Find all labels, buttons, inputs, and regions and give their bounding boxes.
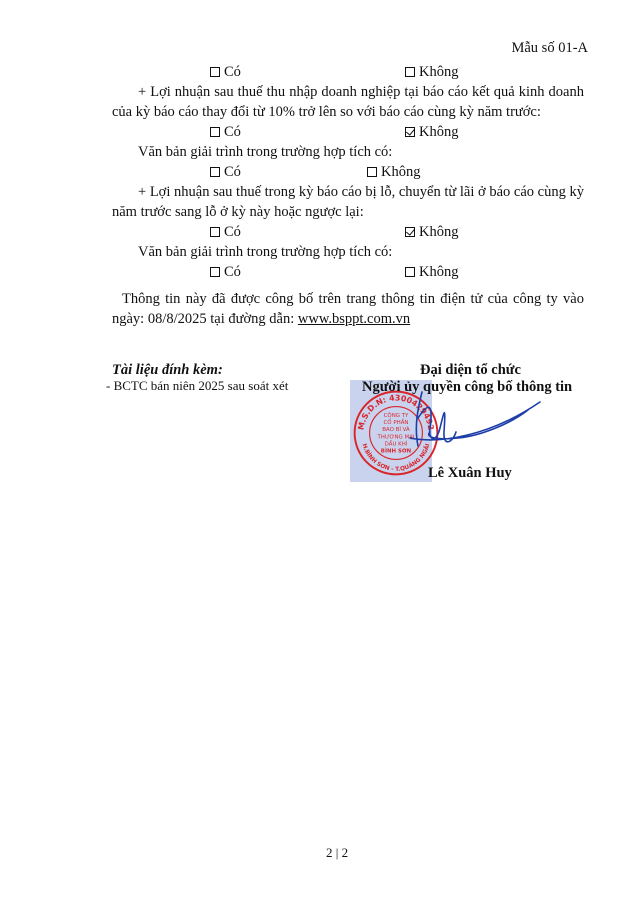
paragraph-explanation-1: Văn bản giải trình trong trường hợp tích có: (138, 144, 393, 160)
paragraph-profit-loss: + Lợi nhuận sau thuế trong kỳ báo cáo bị lỗ, chuyển từ lãi ở báo cáo cùng kỳ năm trước sang lỗ ở kỳ này hoặc ngược lại: (112, 184, 584, 220)
checkbox-icon[interactable] (210, 127, 220, 137)
option-no[interactable]: Không (405, 122, 458, 142)
option-yes[interactable]: Có (210, 62, 241, 82)
stamp-location: H.BÌNH SƠN - T.QUẢNG NGÃI (360, 443, 432, 473)
handwritten-signature (400, 388, 550, 458)
option-no[interactable]: Không (405, 62, 458, 82)
stamp-line: CÔNG TY (383, 413, 409, 420)
checkbox-icon[interactable] (210, 267, 220, 277)
checkbox-icon[interactable] (210, 227, 220, 237)
stamp-line: THƯƠNG MẠI (377, 434, 415, 441)
checkbox-icon[interactable] (405, 227, 415, 237)
attachment-item: - BCTC bán niên 2025 sau soát xét (106, 378, 289, 393)
signature-subtitle: Người ủy quyền công bố thông tin (362, 379, 573, 395)
form-number: Mẫu số 01-A (511, 40, 588, 56)
option-no[interactable]: Không (405, 222, 458, 242)
checkbox-icon[interactable] (405, 127, 415, 137)
stamp-line: DẦU KHÍ (384, 441, 408, 448)
checkbox-icon[interactable] (210, 167, 220, 177)
checkbox-icon[interactable] (405, 67, 415, 77)
stamp-line: BÌNH SƠN (380, 448, 412, 455)
signature-title: Đại diện tổ chức (420, 362, 521, 378)
stamp-line: BAO BÌ VÀ (382, 427, 410, 434)
checkbox-icon[interactable] (367, 167, 377, 177)
option-yes[interactable]: Có (210, 262, 241, 282)
stamp-tax-code: M.S.D.N: 4300429492 (356, 393, 436, 431)
option-yes[interactable]: Có (210, 222, 241, 242)
option-yes[interactable]: Có (210, 122, 241, 142)
attachments-title: Tài liệu đính kèm: (112, 362, 223, 378)
stamp-line: CỔ PHẦN (383, 420, 409, 427)
paragraph-explanation-2: Văn bản giải trình trong trường hợp tích có: (138, 244, 393, 260)
page-number: 2 | 2 (326, 845, 349, 860)
option-yes[interactable]: Có (210, 162, 241, 182)
paragraph-profit-change: + Lợi nhuận sau thuế thu nhập doanh nghiệp tại báo cáo kết quả kinh doanh của kỳ báo cáo thay đổi từ 10% trở lên so với báo cáo cùng kỳ năm trước: (112, 84, 584, 120)
signer-name: Lê Xuân Huy (428, 465, 512, 481)
option-no[interactable]: Không (405, 262, 458, 282)
website-link[interactable]: www.bsppt.com.vn (297, 311, 411, 327)
option-no[interactable]: Không (367, 162, 420, 182)
checkbox-icon[interactable] (405, 267, 415, 277)
paragraph-disclosure: Thông tin này đã được công bố trên trang thông tin điện tử của công ty vào ngày: 08/8/2025 tại đường dẫn: www.bsppt.com.vn (112, 291, 584, 327)
checkbox-icon[interactable] (210, 67, 220, 77)
